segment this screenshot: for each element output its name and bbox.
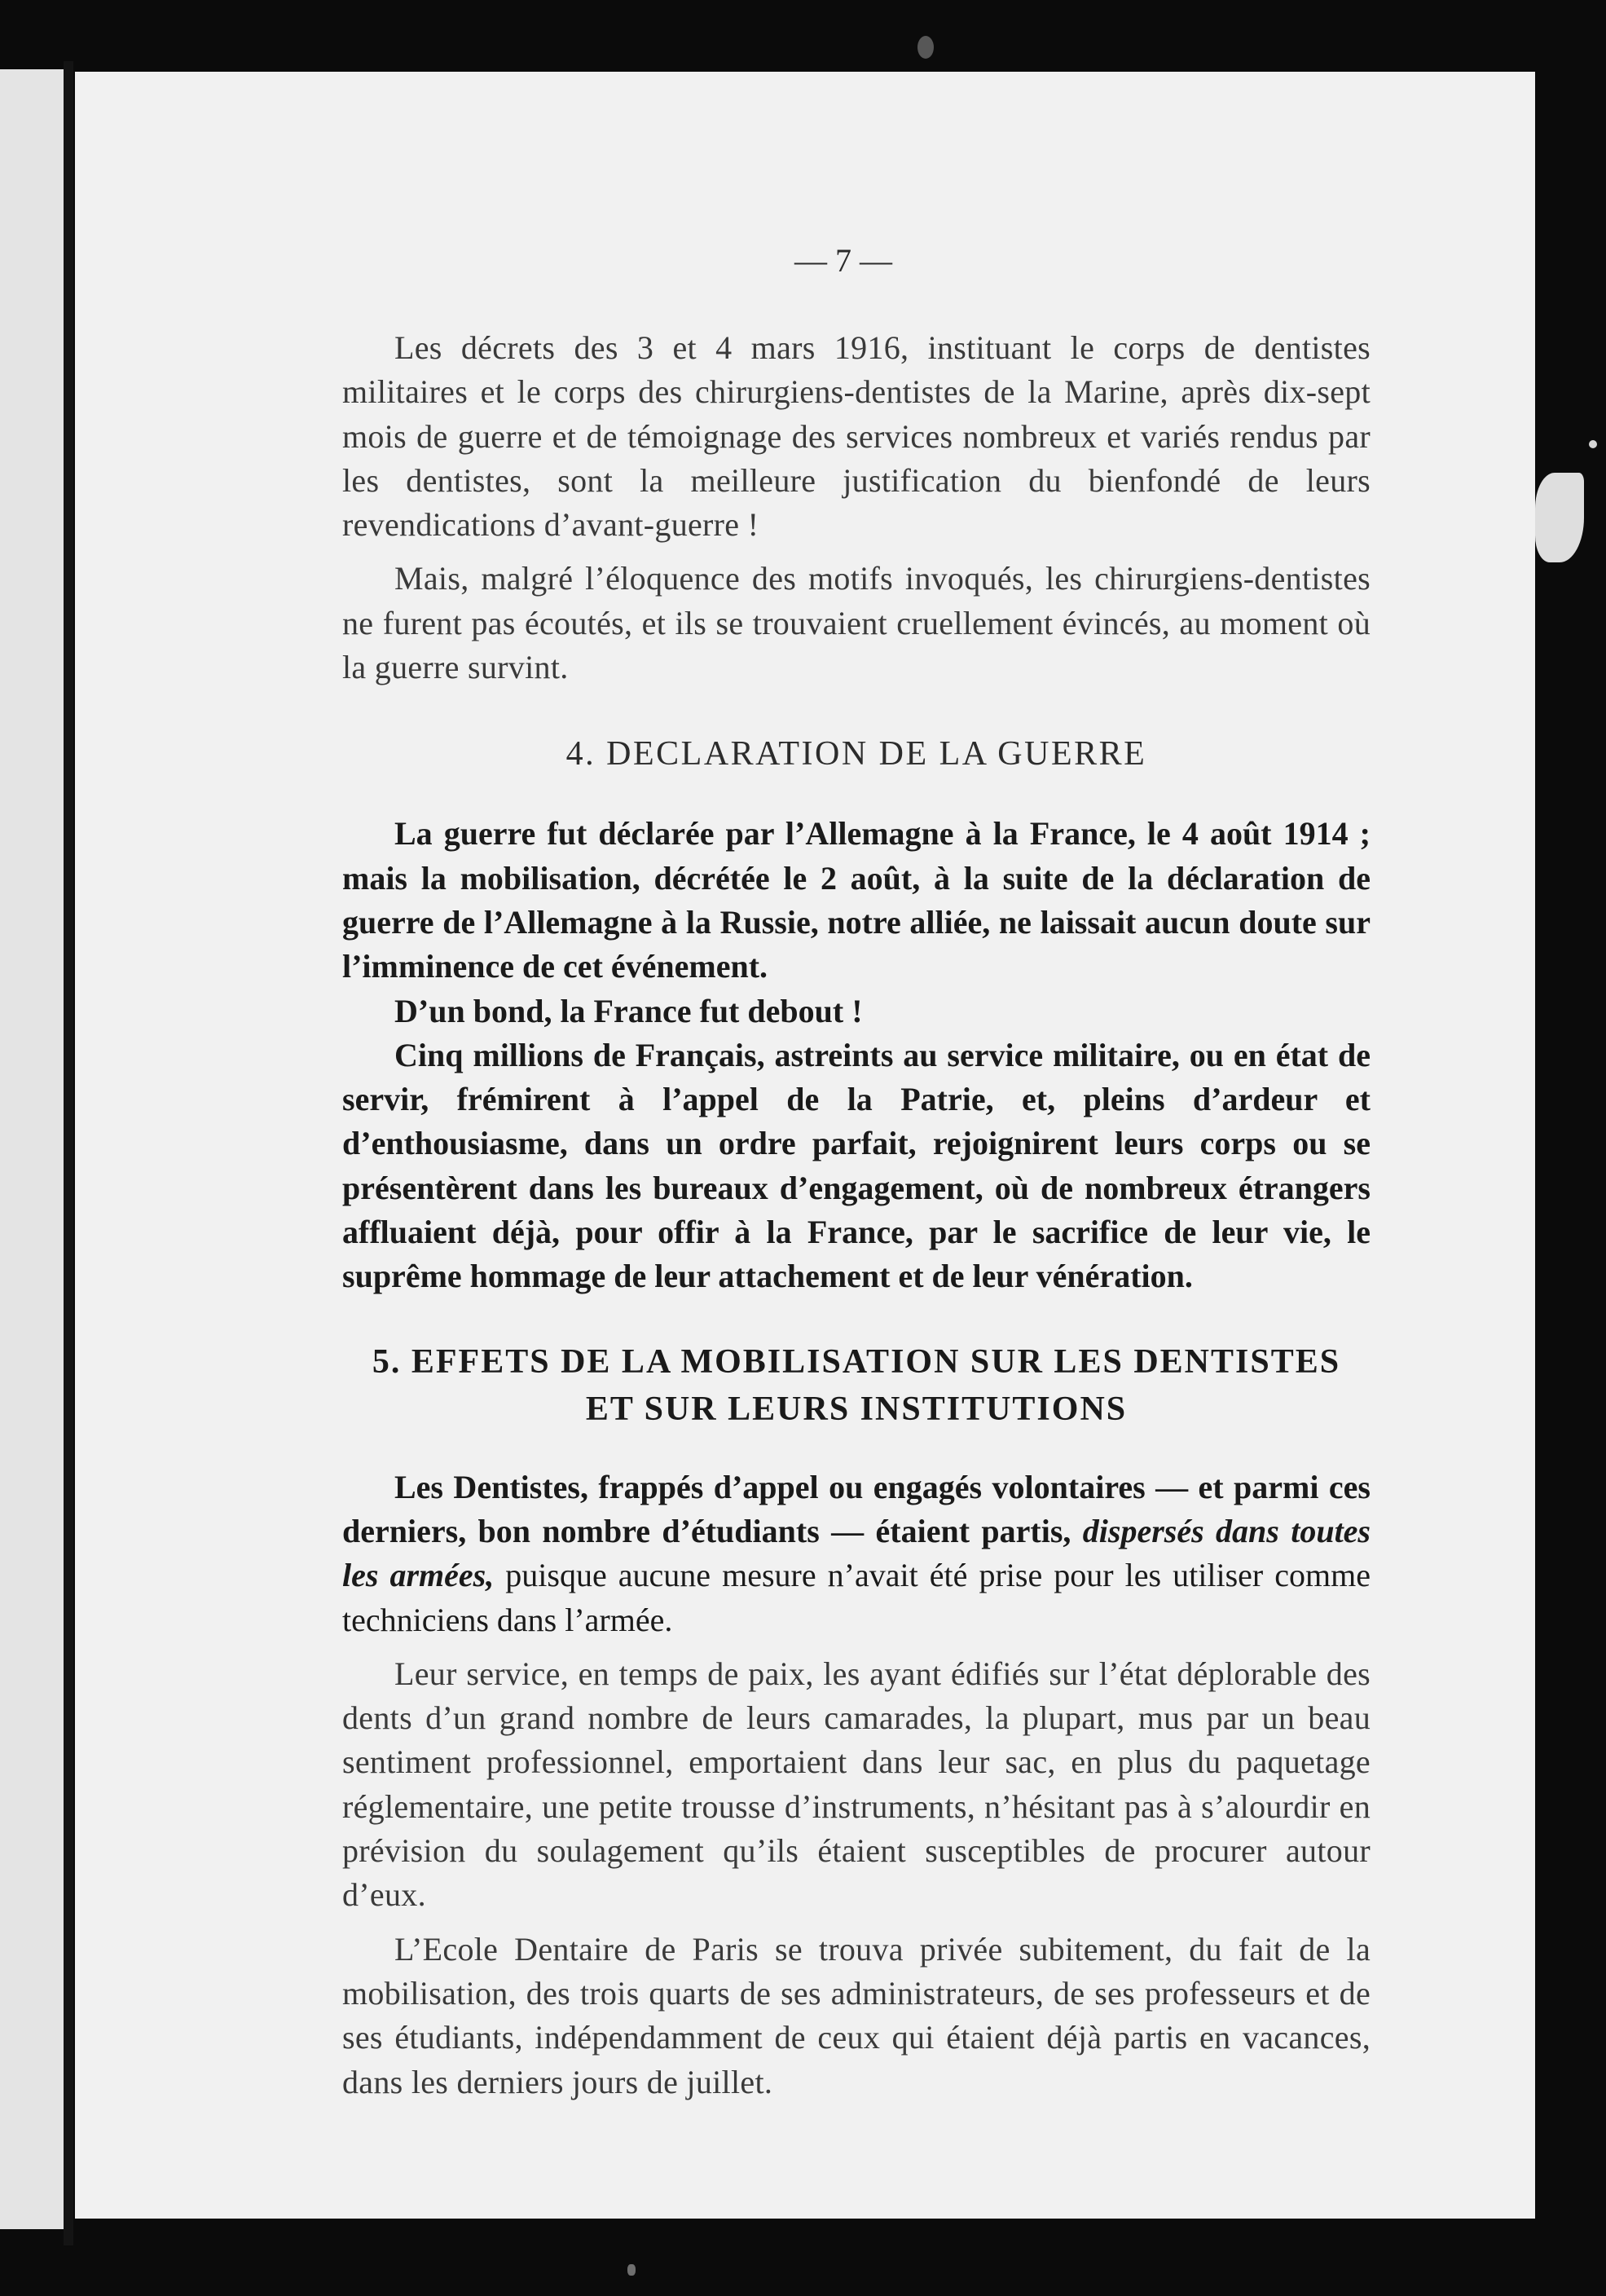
paragraph-decrets: Les décrets des 3 et 4 mars 1916, instituant le corps de dentistes militaires et le corps des chirurgiens-dentistes de la Marine, après dix-sept mois de guerre et de témoignage des services nombreux et variés rendus par les dentistes, sont la meilleure justification du bienfondé de leurs revendications d’avant-guerre !: [342, 329, 1371, 544]
paper-fragment: [1535, 473, 1584, 562]
paragraph-dentistes-start: Les Dentistes, frappés d’appel ou engagés volontaires — et parmi ces derniers, bon nombre d’étudiants — étaient partis,: [342, 1468, 1371, 1549]
scan-speck: [1589, 440, 1597, 448]
paragraph-malgre: Mais, malgré l’éloquence des motifs invoqués, les chirurgiens-dentistes ne furent pas écoutés, et ils se trouvaient cruellement évincés, au moment où la guerre survint.: [342, 560, 1371, 686]
section-5-heading-line2: ET SUR LEURS INSTITUTIONS: [585, 1390, 1128, 1428]
book-gutter: [64, 61, 73, 2245]
paragraph-dentistes-italic: dispersés dans toutes les armées,: [342, 1512, 1371, 1594]
scan-speck: [627, 2264, 636, 2276]
paragraph-cinq-millions: Cinq millions de Français, astreints au service militaire, ou en état de servir, frémirent à l’appel de la Patrie, et, pleins d’ardeur et d’enthousiasme, dans un ordre parfait, rejoignirent leurs corps ou se présentèrent dans les bureaux d’engagement, où de nombreux étrangers affluaient déjà, pour offir à la France, par le sacrifice de leur vie, le suprême hommage de leur attachement et de leur vénération.: [342, 1036, 1371, 1295]
paragraph-ecole: L’Ecole Dentaire de Paris se trouva privée subitement, du fait de la mobilisation, des trois quarts de ses administrateurs, de ses professeurs et de ses étudiants, indépendamment de ceux qui étaient déjà partis en vacances, dans les derniers jours de juillet.: [342, 1930, 1371, 2100]
page-number: — 7 —: [794, 242, 892, 279]
paragraph-declaration: La guerre fut déclarée par l’Allemagne à la France, le 4 août 1914 ; mais la mobilisation, décrétée le 2 août, à la suite de la déclaration de guerre de l’Allemagne à la Russie, notre alliée, ne laissait aucun doute sur l’imminence de cet événement.: [342, 815, 1371, 985]
section-5-heading-line1: 5. EFFETS DE LA MOBILISATION SUR LES DENTISTES: [372, 1342, 1341, 1381]
previous-page-edge: [0, 69, 64, 2229]
paragraph-dentistes: [342, 1465, 1371, 1642]
paragraph-service: Leur service, en temps de paix, les ayant édifiés sur l’état déplorable des dents d’un grand nombre de leurs camarades, la plupart, mus par un beau sentiment professionnel, emportaient dans leur sac, en plus du paquetage réglementaire, une petite trousse d’instruments, n’hésitant pas à s’alourdir en prévision du soulagement qu’ils étaient susceptibles de procurer autour d’eux.: [342, 1655, 1371, 1914]
paragraph-dentistes-end: puisque aucune mesure n’avait été prise pour les utiliser comme techniciens dans l’armée.: [342, 1557, 1371, 1638]
body-text: [342, 326, 1371, 2104]
section-4-heading: 4. DECLARATION DE LA GUERRE: [565, 735, 1147, 773]
paragraph-debout: D’un bond, la France fut debout !: [394, 992, 863, 1029]
scan-speck: [917, 36, 934, 59]
